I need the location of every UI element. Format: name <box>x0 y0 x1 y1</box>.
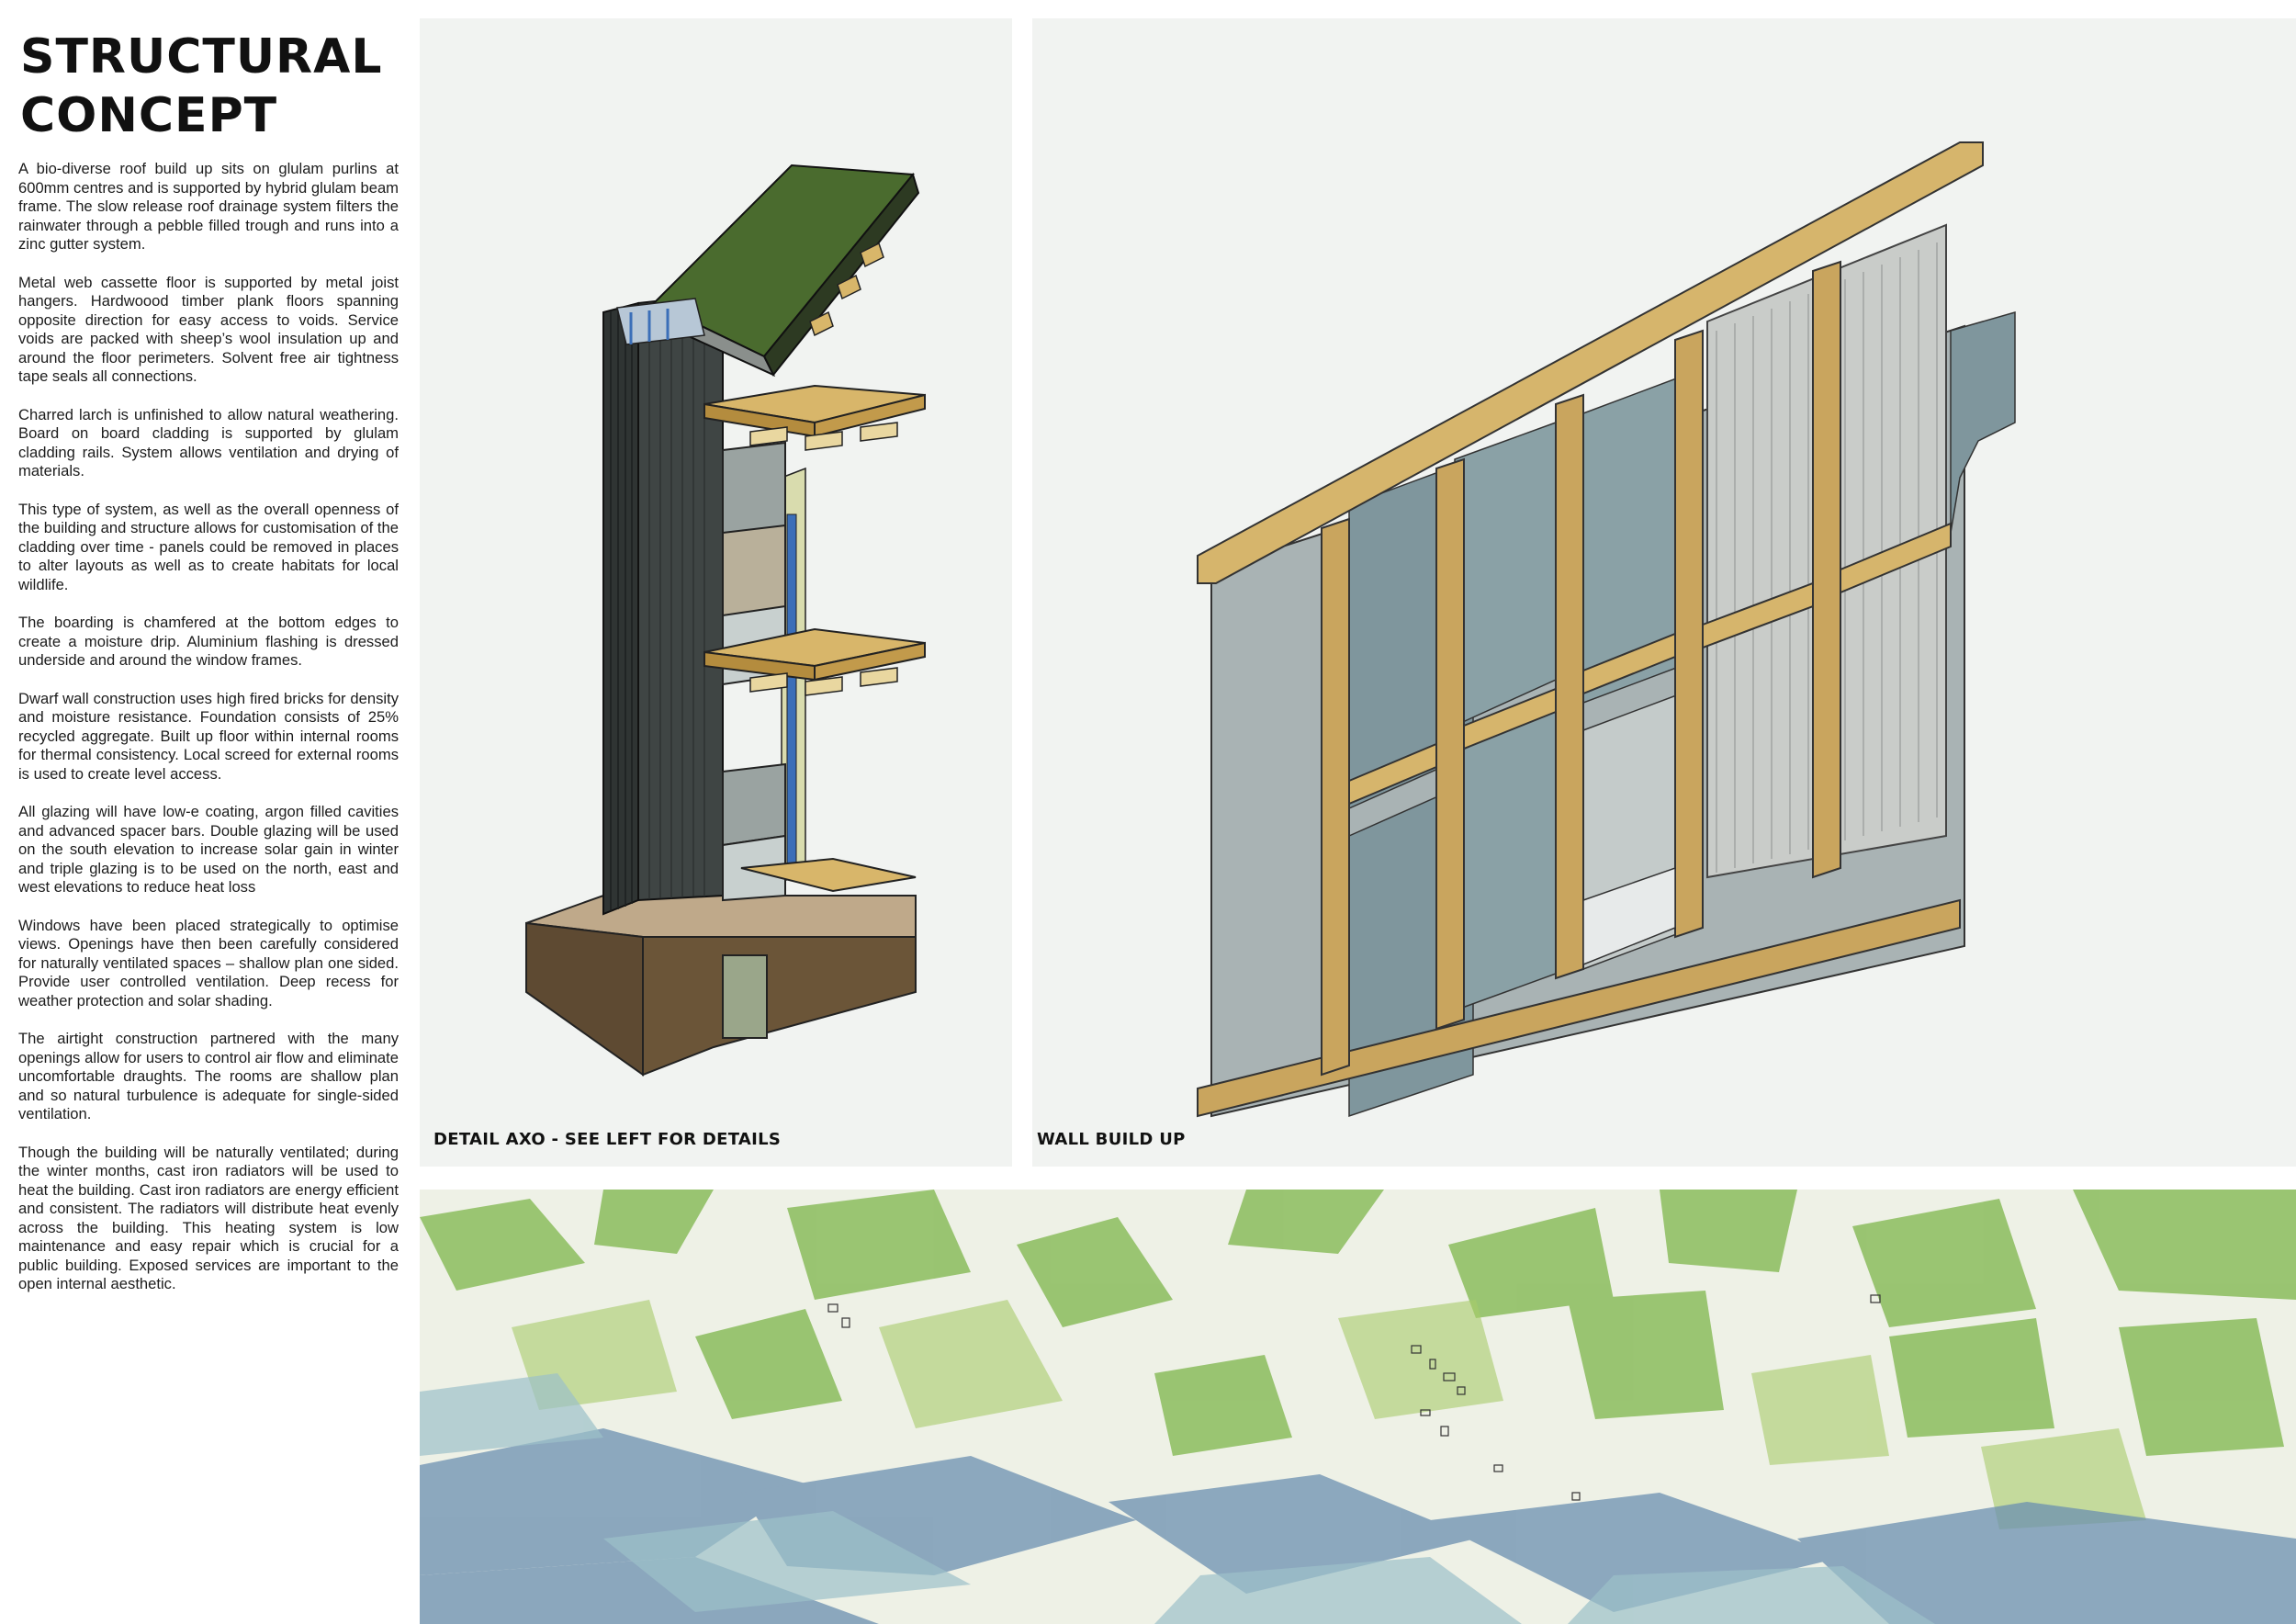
text-column <box>18 28 399 1589</box>
title-line-2: CONCEPT <box>20 88 278 143</box>
site-map-drawing <box>420 1190 2296 1624</box>
detail-axo-drawing <box>420 18 1012 1167</box>
title-line-1: STRUCTURAL <box>20 29 383 85</box>
paragraph-customisation: This type of system, as well as the overall openness of the building and structure allows for customisation of the cladding over time - panels could be removed in places to alter layouts as well as to create habitats for local wildlife. <box>18 500 399 593</box>
page-title <box>20 28 399 145</box>
paragraph-heating: Though the building will be naturally ventilated; during the winter months, cast iron radiators will be used to heat the building. Cast iron radiators are energy efficient and consistent. The radiators will distribute heat evenly across the building. This heating system is low maintenance and easy repair which is crucial for a public building. Exposed services are important to the open internal aesthetic. <box>18 1143 399 1292</box>
detail-axo-caption: DETAIL AXO - SEE LEFT FOR DETAILS <box>433 1130 782 1149</box>
site-map-collage <box>420 1190 2296 1624</box>
paragraph-cladding: Charred larch is unfinished to allow natural weathering. Board on board cladding is supported by glulam cladding rails. System allows ventilation and drying of materials. <box>18 405 399 479</box>
paragraph-glazing: All glazing will have low-e coating, argon filled cavities and advanced spacer bars. Double glazing will be used on the south elevation to increase solar gain in winter and triple glazing is to be used on the north, east and west elevations to reduce heat loss <box>18 803 399 896</box>
paragraph-airtight: The airtight construction partnered with the many openings allow for users to control air flow and eliminate uncomfortable draughts. The rooms are shallow plan and so natural turbulence is adequate for single-sided ventilation. <box>18 1030 399 1122</box>
paragraph-boarding: The boarding is chamfered at the bottom edges to create a moisture drip. Aluminium flashing is dressed underside and around the window frames. <box>18 614 399 669</box>
paragraph-windows: Windows have been placed strategically to optimise views. Openings have then been carefully considered for naturally ventilated spaces – shallow plan one sided. Provide user controlled ventilation. Deep recess for weather protection and solar shading. <box>18 916 399 1009</box>
wall-build-up-caption: WALL BUILD UP <box>1037 1130 1186 1149</box>
wall-build-up-panel <box>1032 18 2296 1167</box>
detail-axo-panel <box>420 18 1012 1167</box>
paragraph-dwarf-wall: Dwarf wall construction uses high fired bricks for density and moisture resistance. Foundation consists of 25% recycled aggregate. Built up floor within internal rooms for thermal consistency. Local screed for external rooms is used to create level access. <box>18 689 399 783</box>
wall-build-up-drawing <box>1032 18 2296 1167</box>
paragraph-roof: A bio-diverse roof build up sits on glulam purlins at 600mm centres and is supported by hybrid glulam beam frame. The slow release roof drainage system filters the rainwater through a pebble filled trough and runs into a zinc gutter system. <box>18 160 399 253</box>
paragraph-floor: Metal web cassette floor is supported by metal joist hangers. Hardwoood timber plank floors spanning opposite direction for easy access to voids. Service voids are packed with sheep’s wool insulation up and around the floor perimeters. Solvent free air tightness tape seals all connections. <box>18 273 399 385</box>
